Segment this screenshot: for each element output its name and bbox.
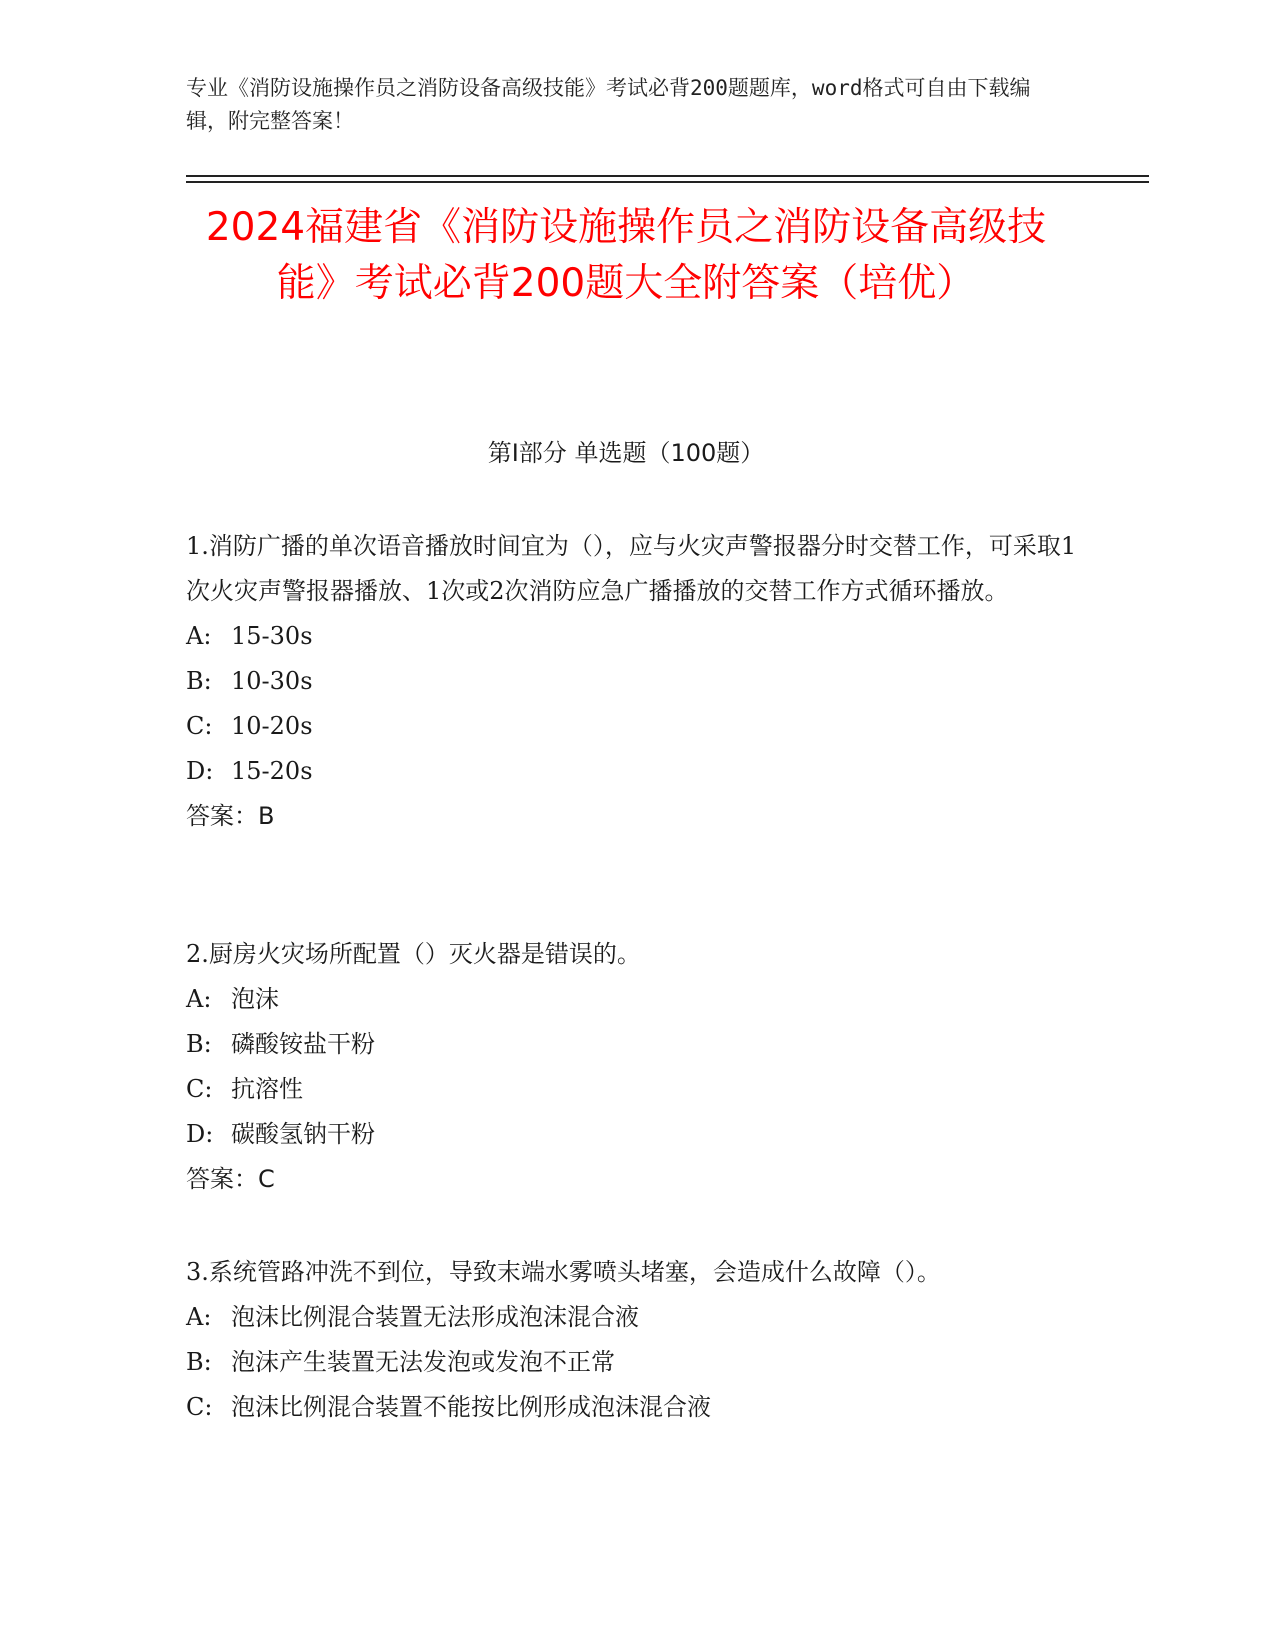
option-a: [186, 1295, 1086, 1340]
option-label: A:: [186, 1303, 212, 1331]
option-text: 泡沫: [231, 985, 279, 1013]
option-text: 15-20s: [231, 757, 313, 785]
question-stem: 1.消防广播的单次语音播放时间宜为（），应与火灾声警报器分时交替工作，可采取1次火灾声警报器播放、1次或2次消防应急广播播放的交替工作方式循环播放。: [186, 532, 1077, 605]
question-3: [186, 1250, 1086, 1430]
option-label: C:: [186, 1075, 213, 1103]
option-text: 泡沫比例混合装置不能按比例形成泡沫混合液: [231, 1393, 711, 1421]
option-list: [186, 1295, 1086, 1430]
option-a: [186, 977, 1086, 1022]
answer: 答案：B: [186, 802, 275, 830]
question-stem: 2.厨房火灾场所配置（）灭火器是错误的。: [186, 940, 641, 968]
option-b: [186, 1022, 1086, 1067]
option-c: [186, 1067, 1086, 1112]
option-label: D:: [186, 1120, 214, 1148]
option-c: [186, 1385, 1086, 1430]
option-text: 15-30s: [231, 622, 313, 650]
header-rule-bottom: [186, 181, 1149, 183]
header-rule-top: [186, 175, 1149, 177]
header-note: 专业《消防设施操作员之消防设备高级技能》考试必背200题题库，word格式可自由下载编辑，附完整答案！: [186, 76, 1031, 133]
option-label: A:: [186, 622, 212, 650]
option-label: D:: [186, 757, 214, 785]
question-stem: 3.系统管路冲洗不到位，导致末端水雾喷头堵塞，会造成什么故障（）。: [186, 1258, 941, 1286]
option-label: B:: [186, 1348, 212, 1376]
option-text: 泡沫产生装置无法发泡或发泡不正常: [231, 1348, 615, 1376]
option-c: [186, 704, 1086, 749]
option-text: 碳酸氢钠干粉: [231, 1120, 375, 1148]
option-label: C:: [186, 1393, 213, 1421]
option-label: C:: [186, 712, 213, 740]
option-text: 抗溶性: [231, 1075, 303, 1103]
question-2: [186, 932, 1086, 1202]
option-b: [186, 1340, 1086, 1385]
option-list: [186, 614, 1086, 794]
option-a: [186, 614, 1086, 659]
document-title: 2024福建省《消防设施操作员之消防设备高级技能》考试必背200题大全附答案（培优）: [205, 205, 1047, 306]
option-text: 10-30s: [231, 667, 313, 695]
answer: 答案：C: [186, 1165, 275, 1193]
option-text: 泡沫比例混合装置无法形成泡沫混合液: [231, 1303, 639, 1331]
option-text: 磷酸铵盐干粉: [231, 1030, 375, 1058]
option-list: [186, 977, 1086, 1157]
section-title: 第I部分 单选题（100题）: [487, 439, 765, 467]
option-d: [186, 749, 1086, 794]
option-label: B:: [186, 1030, 212, 1058]
option-label: B:: [186, 667, 212, 695]
question-1: [186, 524, 1086, 839]
option-text: 10-20s: [231, 712, 313, 740]
option-d: [186, 1112, 1086, 1157]
option-label: A:: [186, 985, 212, 1013]
option-b: [186, 659, 1086, 704]
